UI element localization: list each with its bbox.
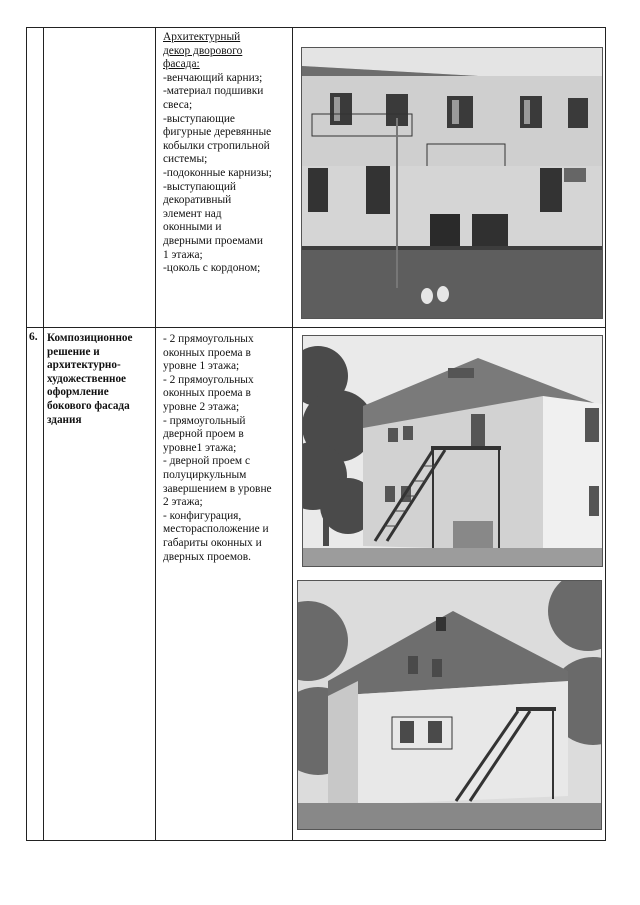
courtyard-facade-photo	[301, 47, 603, 319]
description-line: -выступающий	[163, 180, 237, 193]
description-line: -материал подшивки	[163, 85, 264, 98]
table-border-left	[26, 27, 27, 841]
description-line: оконными и	[163, 221, 222, 234]
description-line: - конфигурация,	[163, 509, 242, 522]
table-row-divider	[26, 327, 606, 328]
intro-line: декор дворового	[163, 44, 243, 57]
description-line: элемент над	[163, 207, 222, 220]
title-line: Композиционное	[47, 332, 133, 344]
side-facade-photo-1	[302, 335, 603, 567]
row-number: 6.	[29, 331, 38, 343]
description-line: полуциркульным	[163, 468, 247, 481]
table-border-col2	[155, 27, 156, 841]
description-line: фигурные деревянные	[163, 126, 272, 139]
description-line: -выступающие	[163, 112, 235, 125]
row-2-description	[163, 333, 272, 564]
description-line: -венчающий карниз;	[163, 71, 263, 84]
intro-line: Архитектурный	[163, 31, 241, 43]
description-line: дверных проемов.	[163, 550, 251, 563]
description-line: декоративный	[163, 194, 232, 207]
description-line: - дверной проем с	[163, 455, 251, 468]
table-border-bottom	[26, 840, 606, 841]
description-line: оконных проема в	[163, 387, 251, 400]
table-border-col1	[43, 27, 44, 841]
title-line: здания	[47, 413, 82, 426]
description-line: месторасположение и	[163, 523, 269, 536]
title-line: решение и	[47, 345, 100, 358]
description-line: - 2 прямоугольных	[163, 373, 254, 386]
description-line: завершением в уровне	[163, 482, 272, 495]
description-line: уровне 2 этажа;	[163, 400, 240, 413]
title-line: архитектурно-	[47, 359, 121, 372]
table-border-col3	[292, 27, 293, 841]
table-border-top	[26, 27, 606, 28]
description-line: кобылки стропильной	[163, 139, 270, 152]
description-line: 1 этажа;	[163, 248, 203, 261]
description-line: 2 этажа;	[163, 496, 203, 509]
side-facade-photo-2	[297, 580, 602, 830]
row-1-description	[163, 31, 272, 276]
table-border-right	[605, 27, 606, 841]
title-line: оформление	[47, 386, 109, 399]
description-line: -цоколь с кордоном;	[163, 262, 261, 275]
intro-line: фасада:	[163, 58, 200, 71]
description-line: уровне 1 этажа;	[163, 360, 240, 373]
row-2-title	[47, 332, 132, 427]
description-line: - 2 прямоугольных	[163, 333, 254, 345]
description-line: оконных проема в	[163, 346, 251, 359]
description-line: уровне1 этажа;	[163, 441, 237, 454]
description-line: дверной проем в	[163, 428, 244, 441]
description-line: системы;	[163, 153, 208, 166]
title-line: бокового фасада	[47, 399, 130, 412]
description-line: свеса;	[163, 98, 193, 111]
description-line: - прямоугольный	[163, 414, 246, 427]
description-line: габариты оконных и	[163, 536, 262, 549]
description-line: дверными проемами	[163, 234, 263, 247]
description-line: -подоконные карнизы;	[163, 166, 272, 179]
title-line: художественное	[47, 372, 127, 385]
